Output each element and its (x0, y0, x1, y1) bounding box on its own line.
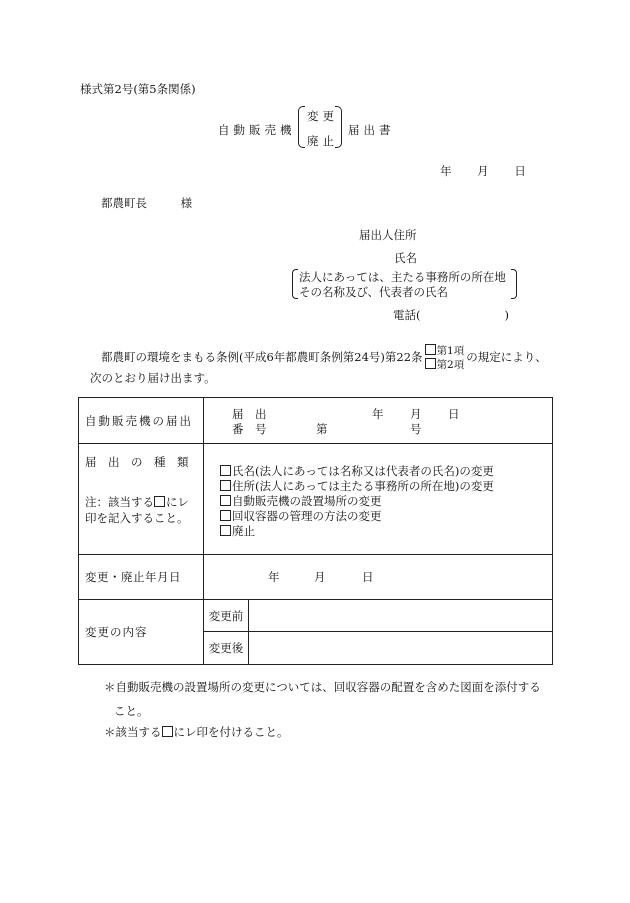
row-content-label: 変更の内容 (79, 600, 204, 665)
notification-table (78, 397, 553, 665)
date-year: 年 (440, 164, 452, 178)
option-name-change[interactable] (220, 464, 552, 479)
addressee (101, 195, 192, 211)
checkbox[interactable] (425, 344, 436, 355)
type-note-b: にレ (166, 495, 189, 509)
applicant-address-label: 届出人住所 (359, 228, 417, 242)
right-bracket (335, 106, 342, 148)
checkbox[interactable] (220, 480, 231, 491)
after-label: 変更後 (204, 632, 249, 665)
type-label: 届 出 の 種 類 (85, 455, 189, 469)
form-number-label: 様式第2号(第5条関係) (80, 82, 196, 96)
option-label: 廃止 (232, 523, 255, 538)
row1-year: 年 (372, 407, 384, 421)
row-type-label (79, 444, 204, 555)
type-note-line2: 印を記入すること。 (85, 511, 189, 525)
checkbox[interactable] (220, 495, 231, 506)
checkbox[interactable] (220, 465, 231, 476)
row1-month: 月 (410, 407, 422, 421)
type-note-line1 (85, 494, 189, 510)
checkbox-icon (154, 496, 165, 507)
row1-go: 号 (410, 422, 422, 436)
clause-choice (425, 344, 465, 372)
title-option-bracket (298, 106, 342, 148)
option-management-change[interactable] (220, 509, 552, 524)
body-before: 都農町の環境をまもる条例(平成6年都農町条例第24号)第22条 (101, 350, 423, 364)
row1-dai: 第 (316, 422, 328, 436)
checkbox[interactable] (425, 358, 436, 369)
clause-1: 第1項 (436, 345, 465, 357)
after-value-cell[interactable] (249, 632, 553, 665)
document-title (0, 104, 630, 150)
addressee-honorific: 様 (180, 196, 193, 210)
note2-after: にレ印を付けること。 (173, 725, 289, 739)
before-label: 変更前 (204, 600, 249, 632)
row3-month: 月 (314, 570, 326, 584)
notification-number-cell[interactable] (204, 398, 553, 444)
submission-date (440, 163, 526, 179)
option-label: 住所(法人にあっては主たる事務所の所在地)の変更 (232, 478, 494, 493)
option-abolish[interactable] (220, 524, 552, 539)
left-bracket (298, 106, 305, 148)
date-day: 日 (514, 164, 526, 178)
date-month: 月 (477, 164, 489, 178)
change-date-cell[interactable] (204, 555, 553, 600)
title-prefix: 自動販売機 (218, 123, 296, 137)
left-bracket (292, 269, 298, 299)
row-notification-label: 自動販売機の届出 (79, 398, 204, 444)
body-text-line2: 次のとおり届け出ます。 (90, 371, 216, 385)
row3-day: 日 (362, 570, 374, 584)
applicant-name-label: 氏名 (394, 251, 417, 265)
bango-label: 番 号 (232, 422, 267, 436)
corporation-note (292, 269, 517, 301)
corp-note-line1: 法人にあっては、主たる事務所の所在地 (299, 270, 506, 284)
title-suffix: 届出書 (348, 123, 395, 137)
checkbox[interactable] (220, 510, 231, 521)
option-label: 氏名(法人にあっては名称又は代表者の氏名)の変更 (232, 463, 494, 478)
body-after: の規定により、 (466, 350, 547, 364)
before-value-cell[interactable] (249, 600, 553, 632)
phone-label: 電話( (393, 308, 421, 322)
note-checkmark (104, 724, 289, 740)
phone-close: ) (504, 308, 509, 322)
addressee-name: 都農町長 (101, 196, 147, 210)
right-bracket (511, 269, 517, 299)
corp-note-line2: その名称及び、代表者の氏名 (299, 285, 449, 299)
row1-day: 日 (448, 407, 460, 421)
row-date-label: 変更・廃止年月日 (79, 555, 204, 600)
option-label: 回収容器の管理の方法の変更 (232, 508, 382, 523)
note-attachment-line2: こと。 (114, 704, 149, 718)
note-attachment-line1: ＊自動販売機の設置場所の変更については、回収容器の配置を含めた図面を添付する (104, 680, 541, 694)
type-note-a: 注：該当する (85, 495, 154, 509)
title-option-change: 変更 (307, 109, 338, 123)
todoke-label: 届 出 (232, 407, 267, 421)
row3-year: 年 (268, 570, 280, 584)
note2-before: ＊該当する (104, 725, 162, 739)
option-label: 自動販売機の設置場所の変更 (232, 493, 382, 508)
title-option-abolish: 廃止 (307, 134, 338, 148)
type-options-cell (204, 444, 553, 555)
checkbox-icon (162, 726, 173, 737)
phone-field (393, 307, 509, 323)
clause-2: 第2項 (436, 359, 465, 371)
body-text-line1 (101, 344, 547, 372)
option-address-change[interactable] (220, 479, 552, 494)
option-location-change[interactable] (220, 494, 552, 509)
checkbox[interactable] (220, 525, 231, 536)
